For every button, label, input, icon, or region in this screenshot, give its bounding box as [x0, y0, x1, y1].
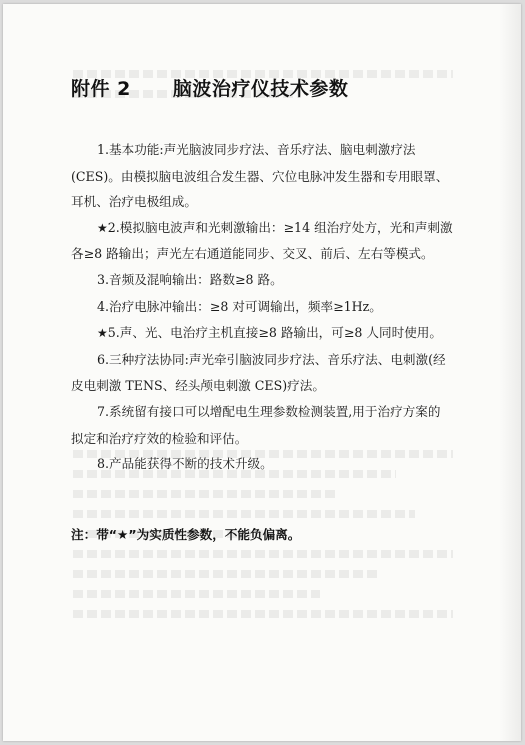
- parameter-text: 1.基本功能:声光脑波同步疗法、音乐疗法、脑电刺激疗法(CES)。由模拟脑电波组合发生器、穴位电脉冲发生器和专用眼罩、耳机、治疗电极组成。: [71, 142, 449, 210]
- parameter-item: [71, 399, 453, 451]
- parameter-text: 3.音频及混响输出：路数≥8 路。: [97, 271, 283, 287]
- document-title: 脑波治疗仪技术参数: [172, 78, 349, 100]
- parameter-list: [71, 137, 453, 478]
- parameter-text: 4.治疗电脉冲输出：≥8 对可调输出，频率≥1Hz。: [97, 298, 382, 314]
- star-icon: ★: [97, 220, 108, 235]
- page-title: [71, 74, 348, 101]
- parameter-item: [71, 267, 453, 294]
- parameter-text: 2.模拟脑电波声和光刺激输出：≥14 组治疗处方，光和声刺激各≥8 路输出；声光左右通道能同步、交叉、前后、左右等模式。: [71, 219, 453, 262]
- parameter-text: 6.三种疗法协同:声光牵引脑波同步疗法、音乐疗法、电刺激(经皮电刺激 TENS、经头颅电刺激 CES)疗法。: [71, 351, 446, 394]
- parameter-text: 8.产品能获得不断的技术升级。: [97, 456, 273, 472]
- footnote: 注：带“★”为实质性参数，不能负偏离。: [71, 527, 301, 542]
- attachment-label: 附件 2: [71, 78, 131, 100]
- parameter-item: [71, 137, 453, 215]
- document-page: [3, 4, 521, 741]
- parameter-item: [71, 320, 453, 347]
- star-icon: ★: [97, 326, 108, 341]
- parameter-text: 7.系统留有接口可以增配电生理参数检测装置,用于治疗方案的拟定和治疗疗效的检验和评估。: [71, 403, 441, 446]
- parameter-item: [71, 347, 453, 399]
- parameter-item: [71, 215, 453, 267]
- parameter-item: [71, 294, 453, 321]
- page-edge-shadow: [499, 4, 521, 741]
- parameter-item: [71, 451, 453, 478]
- parameter-text: 5.声、光、电治疗主机直接≥8 路输出，可≥8 人同时使用。: [107, 325, 442, 341]
